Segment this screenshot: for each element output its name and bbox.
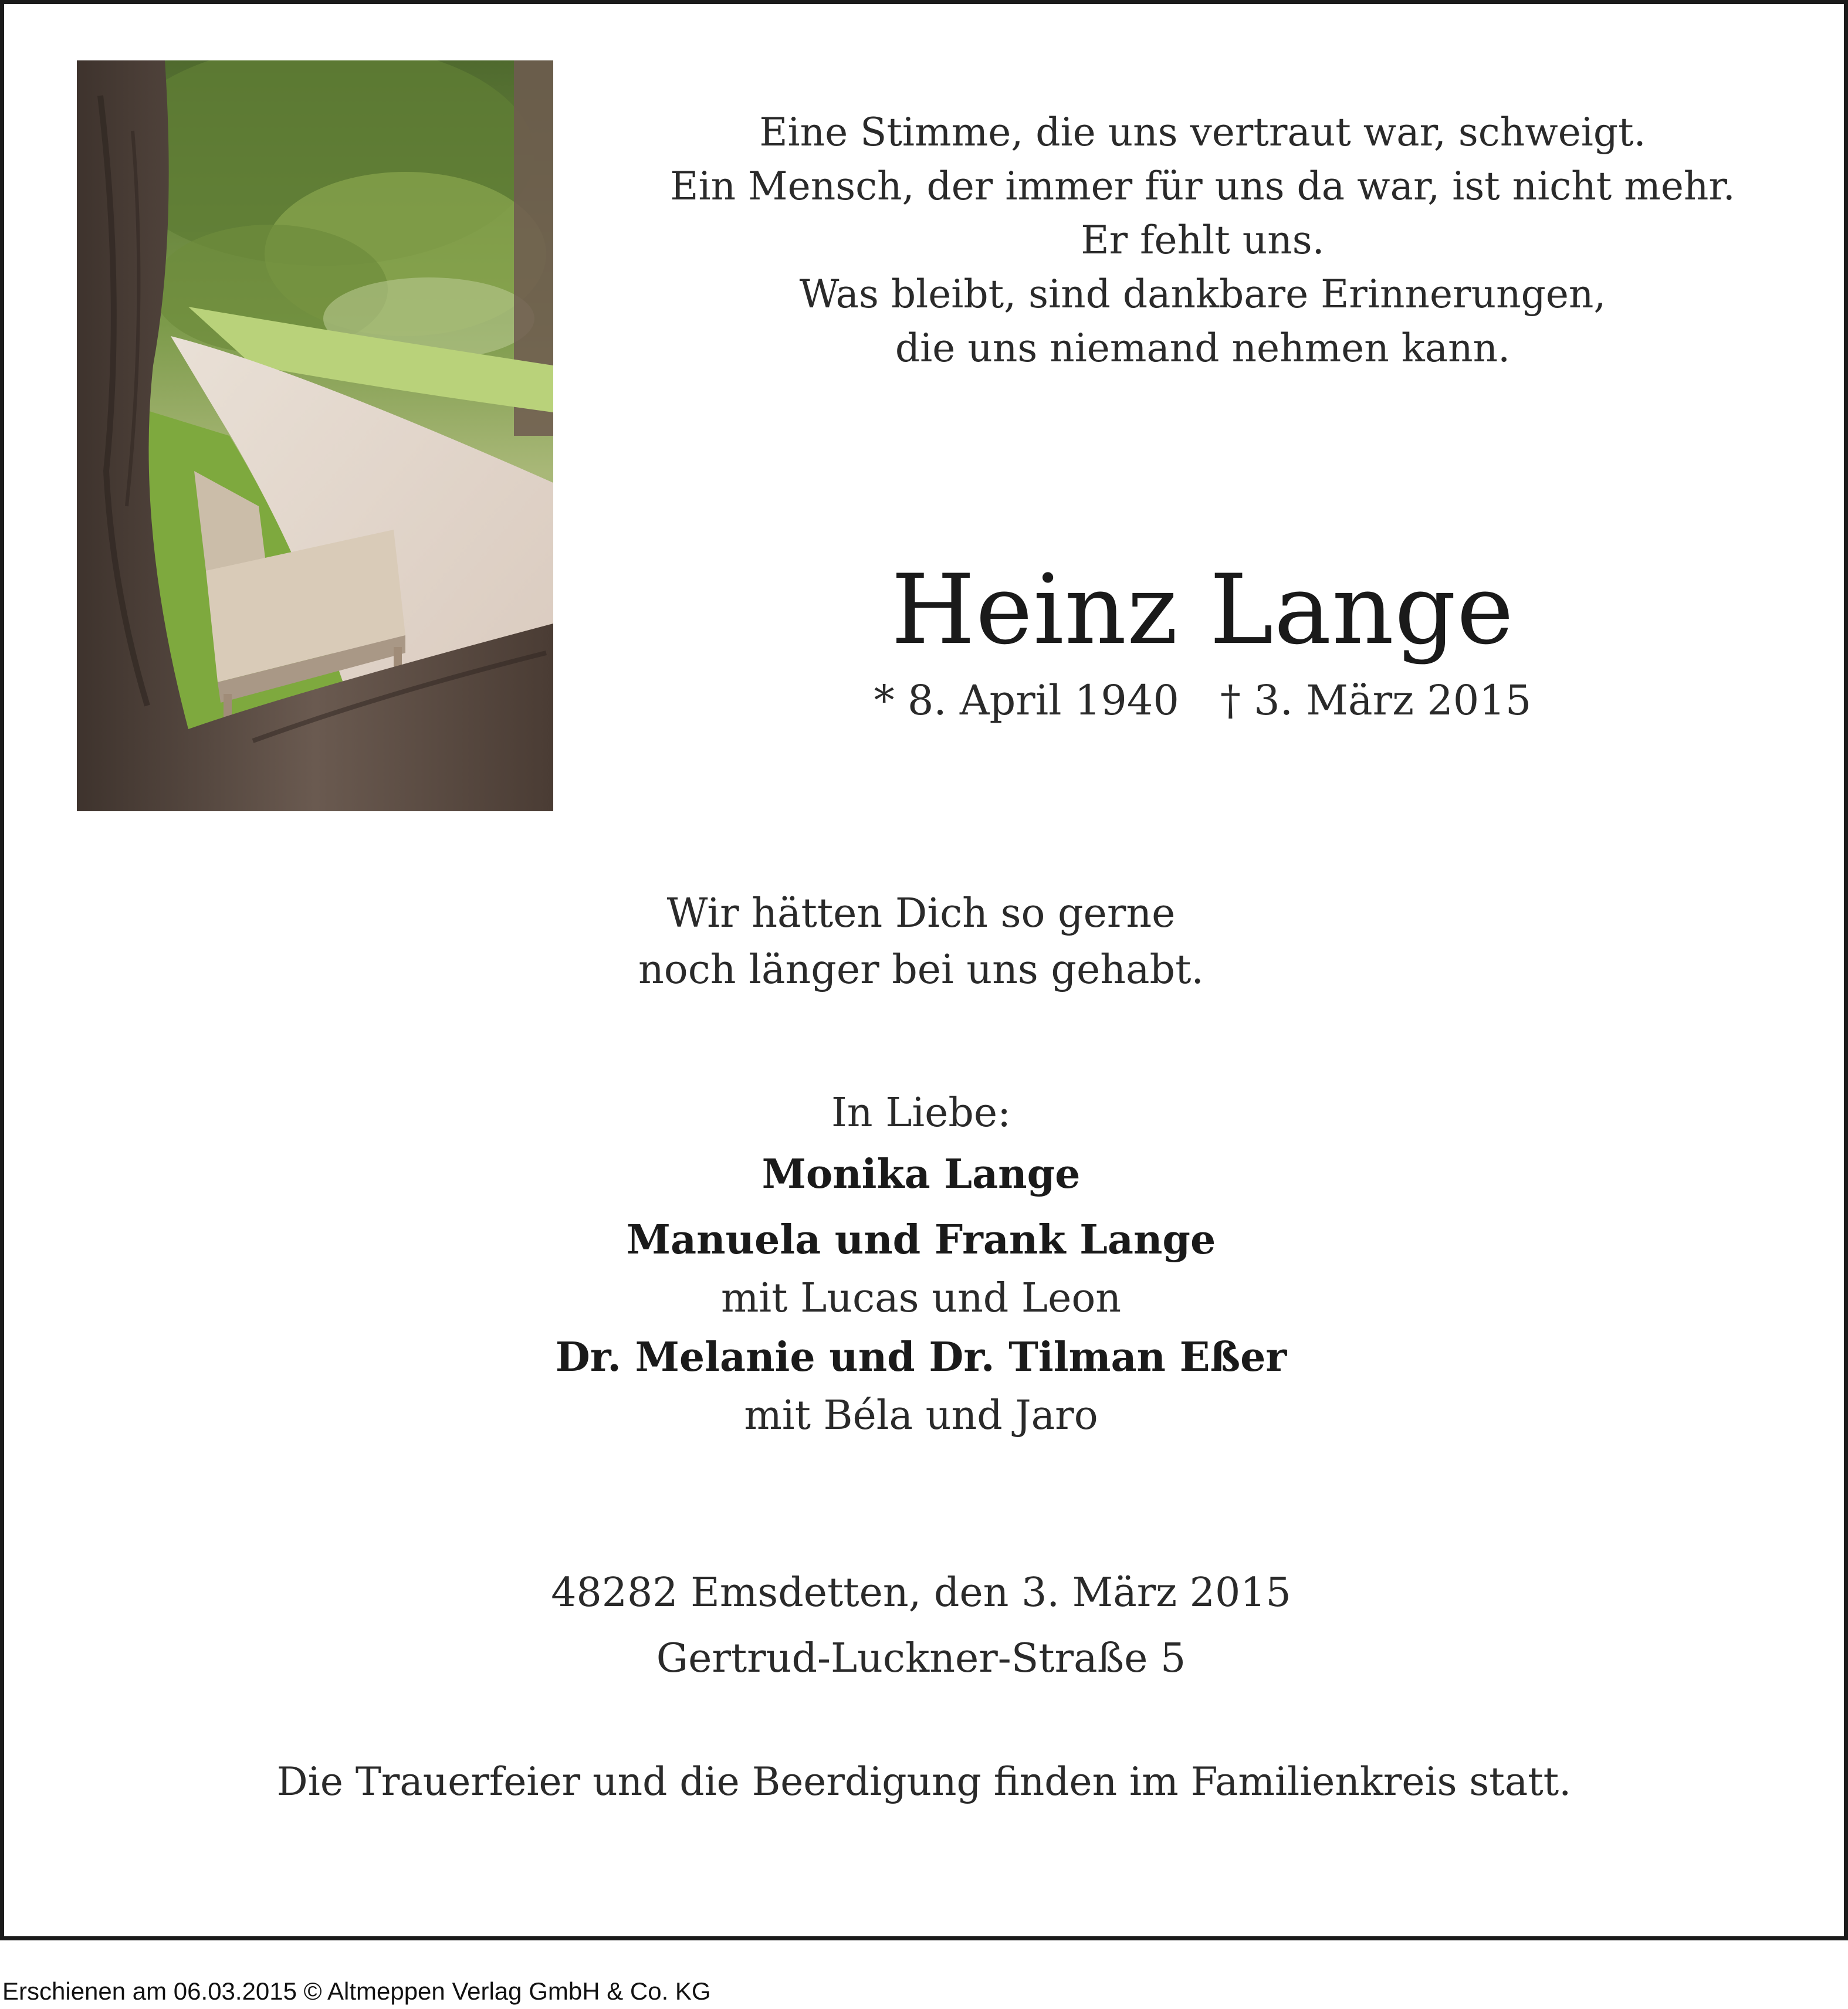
poem-line: die uns niemand nehmen kann. [895,326,1511,371]
place-date: 48282 Emsdetten, den 3. März 2015 [551,1570,1291,1616]
poem-line: Ein Mensch, der immer für uns da war, ist nicht mehr. [670,164,1735,209]
mourner-children: mit Lucas und Leon [720,1275,1122,1322]
deceased-name: Heinz Lange [891,554,1515,666]
mourner-name: Dr. Melanie und Dr. Tilman Eßer [555,1334,1287,1381]
death-date: † 3. März 2015 [1220,676,1532,724]
memorial-poem [563,106,1842,375]
tribute-line: noch länger bei uns gehabt. [638,947,1204,993]
poem-line: Er fehlt uns. [1081,218,1325,263]
street-address: Gertrud-Luckner-Straße 5 [656,1635,1186,1682]
tree-bench-photo [77,60,553,811]
life-dates [563,673,1842,727]
mourner-children: mit Béla und Jaro [744,1393,1098,1439]
tribute-line: Wir hätten Dich so gerne [666,890,1176,937]
birth-date: * 8. April 1940 [874,676,1179,724]
mourners-list [334,1085,1508,1442]
mourner-name: Monika Lange [761,1151,1081,1198]
park-bench-image [77,60,553,811]
address [334,1560,1508,1692]
tribute-text [334,886,1508,998]
publication-footer: Erschienen am 06.03.2015 © Altmeppen Verlag GmbH & Co. KG [2,1977,711,2005]
mourner-name: Manuela und Frank Lange [626,1217,1216,1263]
poem-line: Was bleibt, sind dankbare Erinnerungen, [799,272,1606,317]
funeral-notice: Die Trauerfeier und die Beerdigung finden im Familienkreis statt. [276,1759,1572,1804]
mourners-intro: In Liebe: [831,1090,1011,1136]
poem-line: Eine Stimme, die uns vertraut war, schweigt. [759,110,1646,155]
